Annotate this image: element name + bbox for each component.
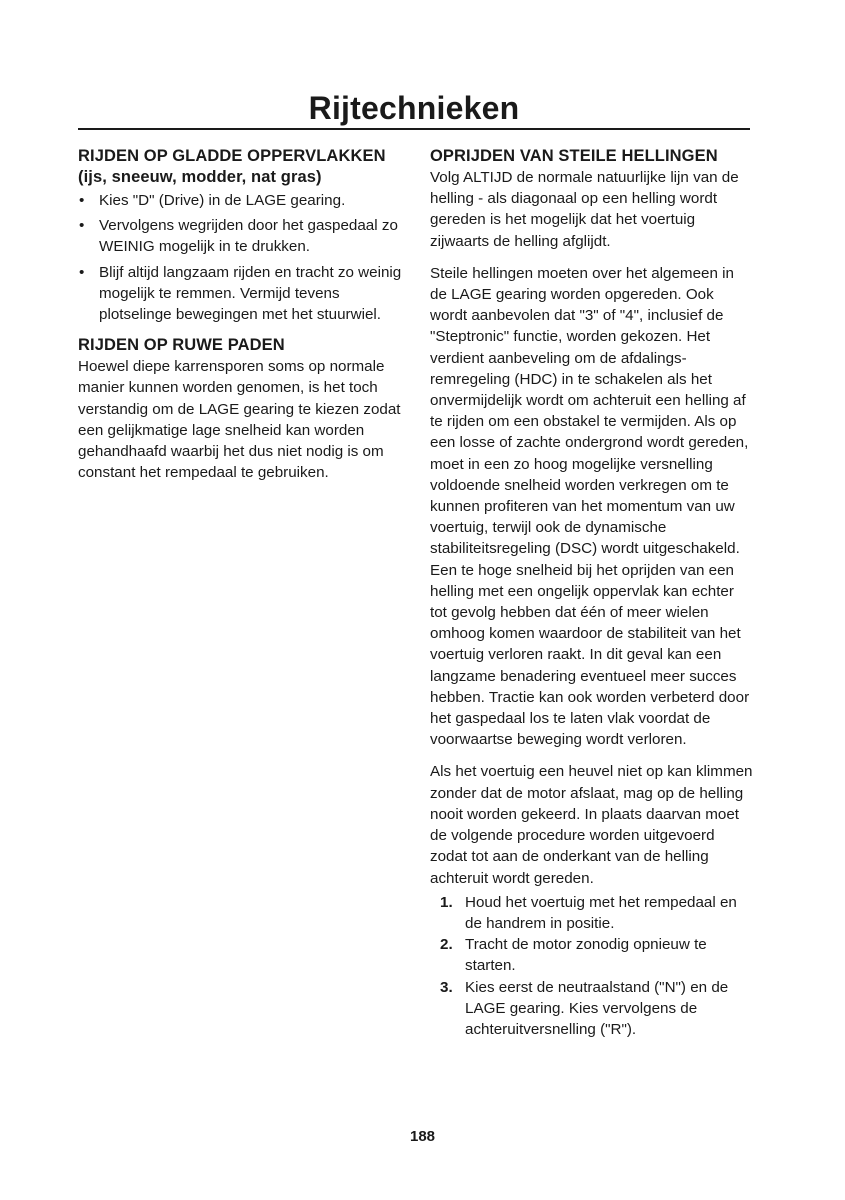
step-number: 2. <box>440 936 453 954</box>
list-item <box>430 934 755 976</box>
paragraph: Volg ALTIJD de normale natuurlijke lijn van de helling - als diagonaal op een helling wordt gereden is het mogelijk dat het voertuig zijwaarts de helling afglijdt. <box>430 169 739 250</box>
bullet-text: Blijf altijd langzaam rijden en tracht zo weinig mogelijk te remmen. Vermijd tevens plotselinge bewegingen met het stuurwiel. <box>99 263 402 324</box>
bullet-icon: • <box>79 217 85 235</box>
step-text: Kies eerst de neutraalstand ("N") en de LAGE gearing. Kies vervolgens de achteruitversnelling ("R"). <box>465 978 729 1038</box>
right-column <box>430 146 755 1040</box>
title-divider <box>78 128 750 130</box>
left-column <box>78 146 403 483</box>
paragraph: Hoewel diepe karrensporen soms op normale manier kunnen worden genomen, is het toch verstandig om de LAGE gearing te kiezen zodat een gelijkmatige lage snelheid kan worden gehandhaafd waarbij het dus niet nodig is om constant het rempedaal te gebruiken. <box>78 358 401 482</box>
section-subheading-slippery: (ijs, sneeuw, modder, nat gras) <box>78 168 322 186</box>
step-number: 3. <box>440 978 453 996</box>
paragraph: Steile hellingen moeten over het algemeen in de LAGE gearing worden opgereden. Ook wordt aanbevolen dat "3" of "4", inclusief de "Steptronic" functie, worden gekozen. Het verdient aanbeveling om de afdalings-remregeling (HDC) in te schakelen als het onvermijdelijk wordt om achteruit een helling af te rijden om een obstakel te vermijden. Als op een losse of zachte ondergrond wordt gereden, moet in een zo hoog mogelijke versnelling voldoende snelheid worden verkregen om te kunnen profiteren van het momentum van uw voertuig, terwijl ook de dynamische stabiliteitsregeling (DSC) wordt uitgeschakeld. Een te hoge snelheid bij het oprijden van een helling met een ongelijk oppervlak kan echter tot gevolg hebben dat één of meer wielen omhoog komen waardoor de stabiliteit van het voertuig verloren raakt. In dit geval kan een langzame benadering eventueel meer succes hebben. Tractie kan ook worden verbeterd door het gaspedaal los te laten vlak voordat de voorwaartse beweging wordt verloren. <box>430 264 750 749</box>
list-item <box>78 262 403 326</box>
list-item <box>78 215 403 257</box>
list-item <box>430 977 755 1041</box>
list-item <box>430 892 755 934</box>
step-number: 1. <box>440 893 453 911</box>
step-text: Tracht de motor zonodig opnieuw te starten. <box>465 936 707 975</box>
list-item <box>78 190 403 211</box>
section-heading-steep-slopes: OPRIJDEN VAN STEILE HELLINGEN <box>430 147 718 165</box>
page-number: 188 <box>409 1128 436 1145</box>
paragraph: Als het voertuig een heuvel niet op kan klimmen zonder dat de motor afslaat, mag op de helling nooit worden gekeerd. In plaats daarvan moet de volgende procedure worden uitgevoerd zodat tot aan de onderkant van de helling achteruit wordt gereden. <box>430 763 753 887</box>
bullet-text: Vervolgens wegrijden door het gaspedaal zo WEINIG mogelijk in te drukken. <box>99 217 398 256</box>
bullet-list <box>78 190 403 325</box>
page-title: Rijtechnieken <box>308 90 520 126</box>
numbered-list <box>430 892 755 1040</box>
bullet-icon: • <box>79 263 85 281</box>
section-heading-rough-roads: RIJDEN OP RUWE PADEN <box>78 336 285 355</box>
section-heading-slippery: RIJDEN OP GLADDE OPPERVLAKKEN <box>78 147 386 165</box>
bullet-icon: • <box>79 192 85 209</box>
step-text: Houd het voertuig met het rempedaal en de handrem in positie. <box>465 893 737 932</box>
bullet-text: Kies "D" (Drive) in de LAGE gearing. <box>99 192 346 209</box>
